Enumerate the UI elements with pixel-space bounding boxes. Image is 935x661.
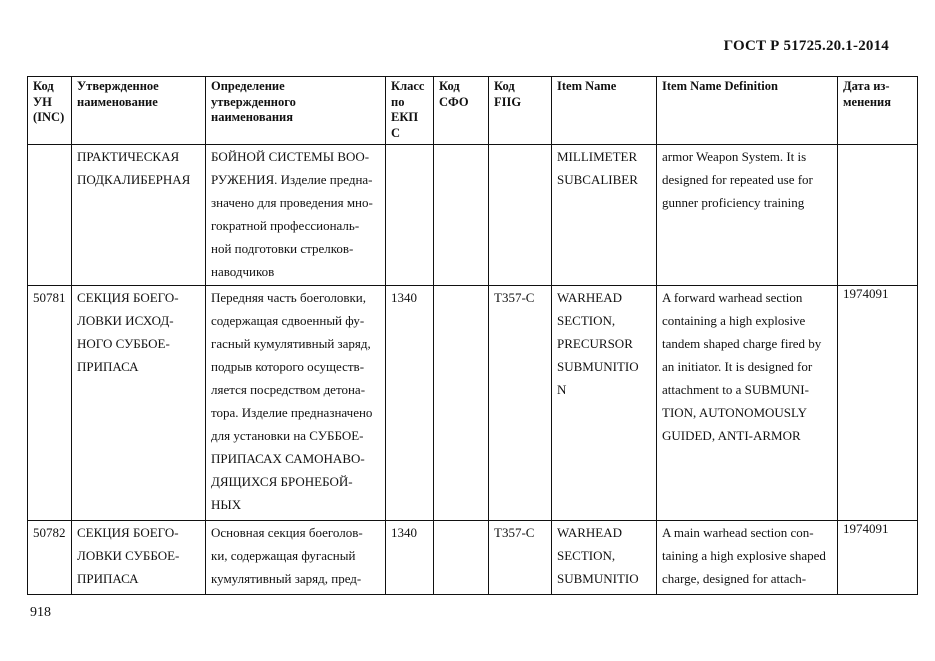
cell-item-name: WARHEAD SECTION, SUBMUNITIO: [552, 521, 657, 595]
cell-fiig: [489, 145, 552, 286]
cell-item-name: MILLIMETER SUBCALIBER: [552, 145, 657, 286]
page-number: 918: [30, 605, 51, 620]
cell-item-definition: A main warhead section con- taining a high explosive shaped charge, designed for attach-: [657, 521, 838, 595]
cell-definition: Передняя часть боеголовки, содержащая сдвоенный фу- гасный кумулятивный заряд, подрыв которого осуществ- ляется посредством детона- тора. Изделие предназначено для установки на СУББОЕ- ПРИПАСАХ САМОНАВО- ДЯЩИХСЯ БРОНЕБОЙ- НЫХ: [206, 286, 386, 521]
catalog-table: [27, 76, 918, 595]
header-row: [28, 77, 918, 145]
cell-code: [28, 145, 72, 286]
table-row: [28, 145, 918, 286]
cell-code: 50781: [28, 286, 72, 521]
cell-definition: БОЙНОЙ СИСТЕМЫ ВОО- РУЖЕНИЯ. Изделие предна- значено для проведения мно- гократной профессиональ- ной подготовки стрелков- наводчиков: [206, 145, 386, 286]
cell-code: 50782: [28, 521, 72, 595]
cell-fiig: T357-C: [489, 521, 552, 595]
cell-item-definition: armor Weapon System. It is designed for repeated use for gunner proficiency training: [657, 145, 838, 286]
header-item-definition: Item Name Definition: [657, 77, 838, 145]
header-definition: Определение утвержденного наименования: [206, 77, 386, 145]
cell-date: 1974091: [838, 521, 918, 595]
header-sfo: Код СФО: [434, 77, 489, 145]
header-date: Дата из- менения: [838, 77, 918, 145]
cell-fiig: T357-C: [489, 286, 552, 521]
table-row: [28, 286, 918, 521]
header-item-name: Item Name: [552, 77, 657, 145]
cell-class: [386, 145, 434, 286]
cell-class: 1340: [386, 521, 434, 595]
cell-item-name: WARHEAD SECTION, PRECURSOR SUBMUNITIO N: [552, 286, 657, 521]
cell-date: 1974091: [838, 286, 918, 521]
header-fiig: Код FIIG: [489, 77, 552, 145]
cell-item-definition: A forward warhead section containing a high explosive tandem shaped charge fired by an initiator. It is designed for attachment to a SUBMUNI- TION, AUTONOMOUSLY GUIDED, ANTI-ARMOR: [657, 286, 838, 521]
cell-sfo: [434, 145, 489, 286]
cell-class: 1340: [386, 286, 434, 521]
standard-title: ГОСТ Р 51725.20.1-2014: [723, 38, 889, 54]
header-class: Класс по ЕКП С: [386, 77, 434, 145]
cell-definition: Основная секция боеголов- ки, содержащая фугасный кумулятивный заряд, пред-: [206, 521, 386, 595]
cell-sfo: [434, 286, 489, 521]
header-approved-name: Утвержденное наименование: [72, 77, 206, 145]
header-code: Код УН (INC): [28, 77, 72, 145]
cell-approved-name: ПРАКТИЧЕСКАЯ ПОДКАЛИБЕРНАЯ: [72, 145, 206, 286]
table-row: [28, 521, 918, 595]
cell-date: [838, 145, 918, 286]
cell-sfo: [434, 521, 489, 595]
cell-approved-name: СЕКЦИЯ БОЕГО- ЛОВКИ СУББОЕ- ПРИПАСА: [72, 521, 206, 595]
cell-approved-name: СЕКЦИЯ БОЕГО- ЛОВКИ ИСХОД- НОГО СУББОЕ- ПРИПАСА: [72, 286, 206, 521]
